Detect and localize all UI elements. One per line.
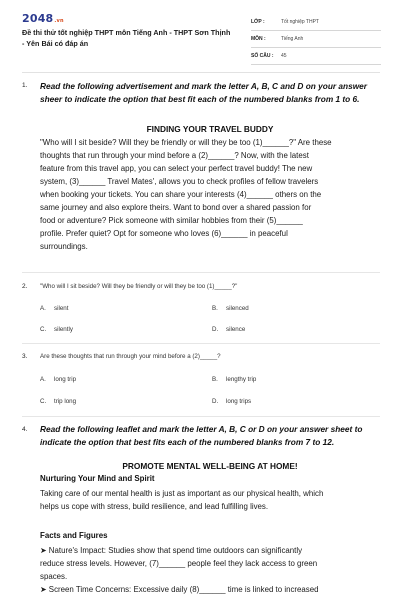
question-divider: [22, 343, 380, 344]
option-letter: C.: [40, 398, 47, 405]
option-letter: D.: [212, 326, 219, 333]
question-number: 1.: [22, 82, 28, 89]
passage-line: Taking care of our mental health is just as important as our physical health, which: [40, 489, 324, 498]
passage-title: FINDING YOUR TRAVEL BUDDY: [146, 124, 274, 134]
option-letter: C.: [40, 326, 47, 333]
meta-row-subject: [251, 31, 381, 48]
option-text: lengthy trip: [226, 376, 257, 383]
option-a[interactable]: [40, 305, 68, 312]
passage-line: ➤ Nature's Impact: Studies show that spend time outdoors can significantly: [40, 546, 303, 555]
logo-suffix: .vn: [54, 18, 64, 24]
option-c[interactable]: [40, 398, 76, 405]
option-letter: B.: [212, 305, 218, 312]
option-text: silently: [54, 326, 73, 333]
question-number: 4.: [22, 426, 28, 433]
passage-line: surroundings.: [40, 242, 88, 251]
passage-line: ➤ Screen Time Concerns: Excessive daily (8)______ time is linked to increased: [40, 585, 319, 594]
option-text: silence: [226, 326, 246, 333]
meta-key: LỚP :: [251, 19, 265, 25]
header-divider: [22, 72, 380, 73]
meta-value: Tốt nghiệp THPT: [281, 19, 319, 25]
passage-line: helps us cope with stress, build resilience, and lead fulfilling lives.: [40, 502, 269, 511]
passage-line: when booking your tickets. You can share your interests (4)______ others on the: [40, 190, 322, 199]
option-d[interactable]: [212, 326, 245, 333]
meta-key: MÔN :: [251, 36, 266, 42]
passage-line: profile. Prefer quiet? Opt for someone who loves (6)______ in peaceful: [40, 229, 288, 238]
section-heading: Nurturing Your Mind and Spirit: [40, 474, 155, 483]
option-letter: D.: [212, 398, 219, 405]
option-text: silent: [54, 305, 69, 312]
meta-value: 45: [281, 53, 287, 59]
question-instruction: Read the following leaflet and mark the letter A, B, C or D on your answer sheet to indicate the option that best fits each of the numbered blanks from 7 to 12.: [40, 424, 363, 447]
option-b[interactable]: [212, 376, 256, 383]
question-divider: [22, 416, 380, 417]
section-body: [40, 544, 380, 596]
question-instruction: Read the following advertisement and mark the letter A, B, C and D on your answer sheer to indicate the option that best fit each of the numbered blanks from 1 to 6.: [40, 81, 368, 104]
option-a[interactable]: [40, 376, 76, 383]
question-text: Are these thoughts that run through your mind before a (2)_____?: [40, 353, 221, 360]
meta-table: [251, 14, 381, 65]
option-b[interactable]: [212, 305, 249, 312]
passage-line: "Who will I sit beside? Will they be friendly or will they be too (1)______?" Are these: [40, 138, 332, 147]
option-letter: A.: [40, 305, 46, 312]
section-heading: Facts and Figures: [40, 531, 108, 540]
option-d[interactable]: [212, 398, 251, 405]
section-body: [40, 487, 380, 513]
option-letter: B.: [212, 376, 218, 383]
passage-line: thoughts that run through your mind before a (2)______? Now, with the latest: [40, 151, 309, 160]
document-title: Đề thi thử tốt nghiệp THPT môn Tiếng Anh - THPT Sơn Thịnh - Yên Bái có đáp án: [22, 28, 231, 48]
logo-text: 2048: [22, 12, 54, 25]
option-text: silenced: [226, 305, 249, 312]
option-text: trip long: [54, 398, 77, 405]
passage-line: reduce stress levels. However, (7)______ people feel they lack access to green: [40, 559, 318, 568]
option-letter: A.: [40, 376, 46, 383]
meta-key: SỐ CÂU :: [251, 53, 274, 59]
passage-body: [40, 136, 380, 253]
passage-line: same journey and also explore theirs. Want to bond over a shared passion for: [40, 203, 312, 212]
passage-line: system, (3)______ Travel Mates', allows you to check profiles of fellow travelers: [40, 177, 319, 186]
passage-line: food or adventure? Pick someone with similar hobbies from their (5)______: [40, 216, 303, 225]
passage-line: spaces.: [40, 572, 68, 581]
site-logo[interactable]: [22, 12, 64, 25]
passage-line: feature from this travel app, you can select your perfect travel buddy! The new: [40, 164, 313, 173]
passage-title: PROMOTE MENTAL WELL-BEING AT HOME!: [122, 461, 298, 471]
meta-row-count: [251, 48, 381, 65]
question-divider: [22, 272, 380, 273]
meta-row-class: [251, 14, 381, 31]
option-c[interactable]: [40, 326, 73, 333]
option-text: long trips: [226, 398, 252, 405]
question-number: 2.: [22, 283, 28, 290]
document-header: [0, 0, 400, 68]
question-text: "Who will I sit beside? Will they be friendly or will they be too (1)_____?": [40, 283, 238, 290]
meta-value: Tiếng Anh: [281, 36, 304, 42]
question-number: 3.: [22, 353, 28, 360]
option-text: long trip: [54, 376, 77, 383]
